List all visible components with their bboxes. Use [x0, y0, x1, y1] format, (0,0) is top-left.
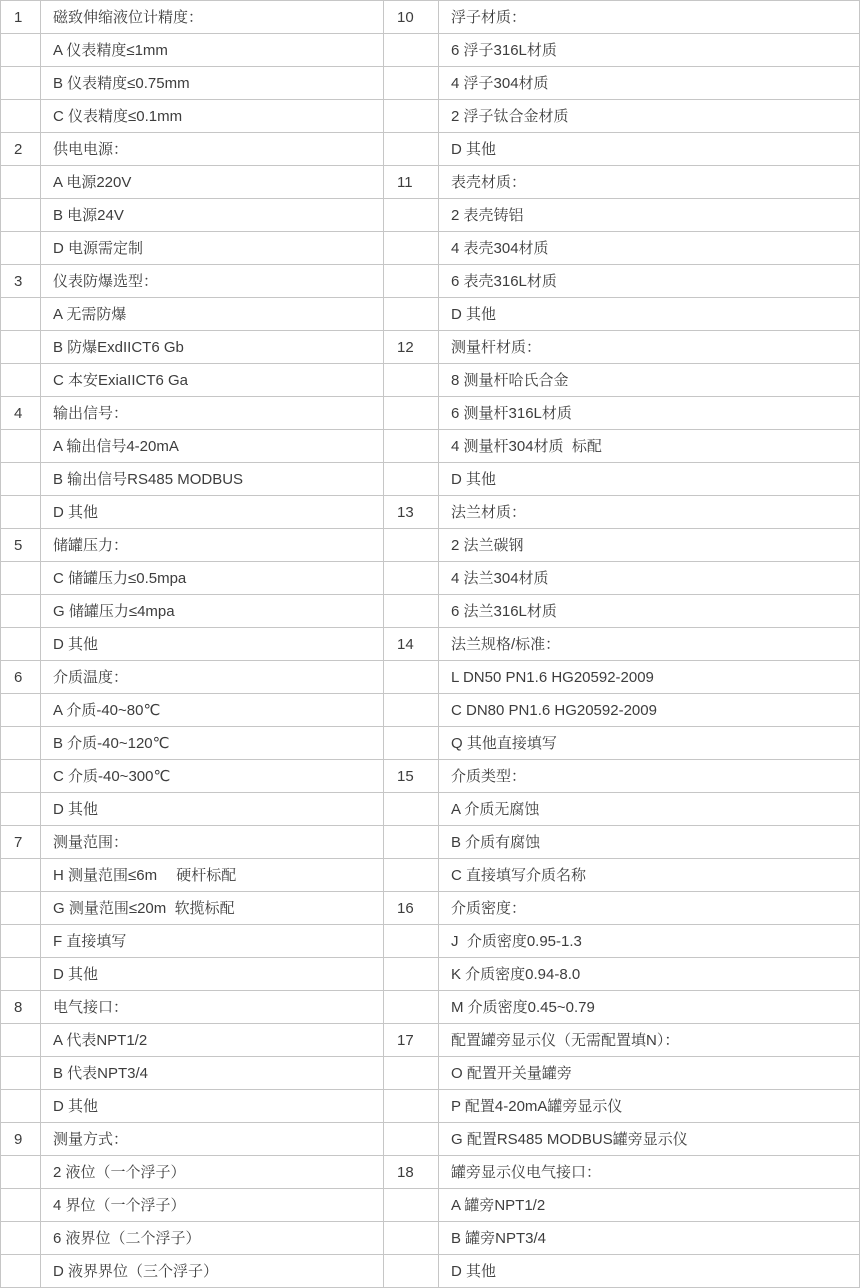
section-number-cell: 8: [1, 991, 41, 1024]
row-number-cell: [1, 925, 41, 958]
option-cell: 6 浮子316L材质: [439, 34, 860, 67]
row-number-cell: [384, 100, 439, 133]
option-cell: 6 测量杆316L材质: [439, 397, 860, 430]
section-number-cell: 14: [384, 628, 439, 661]
row-number-cell: [1, 430, 41, 463]
option-cell: 6 表壳316L材质: [439, 265, 860, 298]
row-number-cell: [384, 925, 439, 958]
row-number-cell: [1, 694, 41, 727]
row-number-cell: [1, 958, 41, 991]
option-cell: A 介质无腐蚀: [439, 793, 860, 826]
row-number-cell: [1, 1057, 41, 1090]
option-cell: B 电源24V: [41, 199, 384, 232]
option-cell: 8 测量杆哈氏合金: [439, 364, 860, 397]
section-number-cell: 15: [384, 760, 439, 793]
section-title-cell: 测量范围：: [41, 826, 384, 859]
option-cell: G 测量范围≤20m 软揽标配: [41, 892, 384, 925]
option-cell: B 介质-40~120℃: [41, 727, 384, 760]
row-number-cell: [384, 298, 439, 331]
section-number-cell: 7: [1, 826, 41, 859]
row-number-cell: [1, 793, 41, 826]
row-number-cell: [1, 595, 41, 628]
row-number-cell: [384, 133, 439, 166]
option-cell: D 电源需定制: [41, 232, 384, 265]
option-cell: 4 浮子304材质: [439, 67, 860, 100]
option-cell: B 输出信号RS485 MODBUS: [41, 463, 384, 496]
row-number-cell: [1, 1255, 41, 1288]
option-cell: B 代表NPT3/4: [41, 1057, 384, 1090]
option-cell: H 测量范围≤6m 硬杆标配: [41, 859, 384, 892]
option-cell: D 其他: [439, 298, 860, 331]
row-number-cell: [1, 166, 41, 199]
row-number-cell: [1, 463, 41, 496]
row-number-cell: [384, 562, 439, 595]
option-cell: P 配置4-20mA罐旁显示仪: [439, 1090, 860, 1123]
row-number-cell: [1, 760, 41, 793]
option-cell: M 介质密度0.45~0.79: [439, 991, 860, 1024]
option-cell: G 配置RS485 MODBUS罐旁显示仪: [439, 1123, 860, 1156]
option-cell: B 罐旁NPT3/4: [439, 1222, 860, 1255]
row-number-cell: [1, 496, 41, 529]
section-title-cell: 供电电源：: [41, 133, 384, 166]
option-cell: Q 其他直接填写: [439, 727, 860, 760]
row-number-cell: [1, 199, 41, 232]
option-cell: C 仪表精度≤0.1mm: [41, 100, 384, 133]
row-number-cell: [384, 364, 439, 397]
section-title-cell: 介质温度：: [41, 661, 384, 694]
section-title-cell: 输出信号：: [41, 397, 384, 430]
row-number-cell: [1, 628, 41, 661]
option-cell: 2 液位（一个浮子）: [41, 1156, 384, 1189]
section-title-cell: 罐旁显示仪电气接口：: [439, 1156, 860, 1189]
row-number-cell: [384, 1123, 439, 1156]
option-cell: C 介质-40~300℃: [41, 760, 384, 793]
option-cell: D 其他: [41, 793, 384, 826]
option-cell: C DN80 PN1.6 HG20592-2009: [439, 694, 860, 727]
section-number-cell: 12: [384, 331, 439, 364]
option-cell: D 其他: [439, 133, 860, 166]
row-number-cell: [1, 1189, 41, 1222]
section-title-cell: 电气接口：: [41, 991, 384, 1024]
option-cell: 2 法兰碳钢: [439, 529, 860, 562]
row-number-cell: [1, 1156, 41, 1189]
section-title-cell: 法兰材质：: [439, 496, 860, 529]
row-number-cell: [384, 793, 439, 826]
option-cell: B 防爆ExdIICT6 Gb: [41, 331, 384, 364]
row-number-cell: [384, 67, 439, 100]
row-number-cell: [1, 364, 41, 397]
section-number-cell: 4: [1, 397, 41, 430]
section-title-cell: 仪表防爆选型：: [41, 265, 384, 298]
row-number-cell: [1, 331, 41, 364]
option-cell: O 配置开关量罐旁: [439, 1057, 860, 1090]
section-number-cell: 17: [384, 1024, 439, 1057]
row-number-cell: [384, 991, 439, 1024]
option-cell: 6 液界位（二个浮子）: [41, 1222, 384, 1255]
row-number-cell: [384, 1255, 439, 1288]
row-number-cell: [384, 1057, 439, 1090]
row-number-cell: [384, 826, 439, 859]
option-cell: D 液界界位（三个浮子）: [41, 1255, 384, 1288]
section-title-cell: 磁致伸缩液位计精度：: [41, 1, 384, 34]
section-title-cell: 配置罐旁显示仪（无需配置填N）：: [439, 1024, 860, 1057]
option-cell: 4 界位（一个浮子）: [41, 1189, 384, 1222]
section-title-cell: 介质密度：: [439, 892, 860, 925]
section-title-cell: 表壳材质：: [439, 166, 860, 199]
option-cell: A 介质-40~80℃: [41, 694, 384, 727]
option-cell: K 介质密度0.94-8.0: [439, 958, 860, 991]
option-cell: A 仪表精度≤1mm: [41, 34, 384, 67]
row-number-cell: [1, 100, 41, 133]
section-number-cell: 6: [1, 661, 41, 694]
option-cell: A 代表NPT1/2: [41, 1024, 384, 1057]
row-number-cell: [1, 298, 41, 331]
section-number-cell: 1: [1, 1, 41, 34]
section-number-cell: 13: [384, 496, 439, 529]
row-number-cell: [1, 232, 41, 265]
option-cell: D 其他: [41, 628, 384, 661]
row-number-cell: [1, 859, 41, 892]
row-number-cell: [384, 859, 439, 892]
row-number-cell: [1, 562, 41, 595]
option-cell: 2 表壳铸铝: [439, 199, 860, 232]
option-cell: D 其他: [439, 463, 860, 496]
row-number-cell: [384, 397, 439, 430]
option-cell: J 介质密度0.95-1.3: [439, 925, 860, 958]
row-number-cell: [384, 1189, 439, 1222]
option-cell: L DN50 PN1.6 HG20592-2009: [439, 661, 860, 694]
section-number-cell: 18: [384, 1156, 439, 1189]
option-cell: F 直接填写: [41, 925, 384, 958]
row-number-cell: [1, 67, 41, 100]
option-cell: 4 法兰304材质: [439, 562, 860, 595]
row-number-cell: [384, 34, 439, 67]
section-number-cell: 11: [384, 166, 439, 199]
row-number-cell: [384, 463, 439, 496]
section-title-cell: 测量杆材质：: [439, 331, 860, 364]
section-title-cell: 介质类型：: [439, 760, 860, 793]
row-number-cell: [1, 34, 41, 67]
row-number-cell: [384, 595, 439, 628]
section-title-cell: 法兰规格/标准：: [439, 628, 860, 661]
section-title-cell: 储罐压力：: [41, 529, 384, 562]
section-number-cell: 5: [1, 529, 41, 562]
row-number-cell: [1, 727, 41, 760]
option-cell: B 仪表精度≤0.75mm: [41, 67, 384, 100]
option-cell: D 其他: [439, 1255, 860, 1288]
section-number-cell: 9: [1, 1123, 41, 1156]
row-number-cell: [1, 1222, 41, 1255]
row-number-cell: [384, 265, 439, 298]
option-cell: A 罐旁NPT1/2: [439, 1189, 860, 1222]
section-number-cell: 16: [384, 892, 439, 925]
row-number-cell: [1, 1024, 41, 1057]
option-cell: D 其他: [41, 496, 384, 529]
section-title-cell: 测量方式：: [41, 1123, 384, 1156]
row-number-cell: [384, 958, 439, 991]
option-cell: D 其他: [41, 1090, 384, 1123]
option-cell: C 本安ExiaIICT6 Ga: [41, 364, 384, 397]
row-number-cell: [384, 1090, 439, 1123]
option-cell: A 无需防爆: [41, 298, 384, 331]
row-number-cell: [384, 661, 439, 694]
option-cell: A 输出信号4-20mA: [41, 430, 384, 463]
option-cell: D 其他: [41, 958, 384, 991]
row-number-cell: [384, 529, 439, 562]
row-number-cell: [384, 199, 439, 232]
row-number-cell: [384, 694, 439, 727]
row-number-cell: [1, 1090, 41, 1123]
option-cell: 4 表壳304材质: [439, 232, 860, 265]
option-cell: C 储罐压力≤0.5mpa: [41, 562, 384, 595]
option-cell: 2 浮子钛合金材质: [439, 100, 860, 133]
section-title-cell: 浮子材质：: [439, 1, 860, 34]
row-number-cell: [384, 1222, 439, 1255]
section-number-cell: 10: [384, 1, 439, 34]
row-number-cell: [1, 892, 41, 925]
option-cell: 4 测量杆304材质 标配: [439, 430, 860, 463]
row-number-cell: [384, 727, 439, 760]
option-cell: C 直接填写介质名称: [439, 859, 860, 892]
section-number-cell: 2: [1, 133, 41, 166]
section-number-cell: 3: [1, 265, 41, 298]
option-cell: G 储罐压力≤4mpa: [41, 595, 384, 628]
option-cell: A 电源220V: [41, 166, 384, 199]
row-number-cell: [384, 232, 439, 265]
option-cell: 6 法兰316L材质: [439, 595, 860, 628]
row-number-cell: [384, 430, 439, 463]
option-cell: B 介质有腐蚀: [439, 826, 860, 859]
